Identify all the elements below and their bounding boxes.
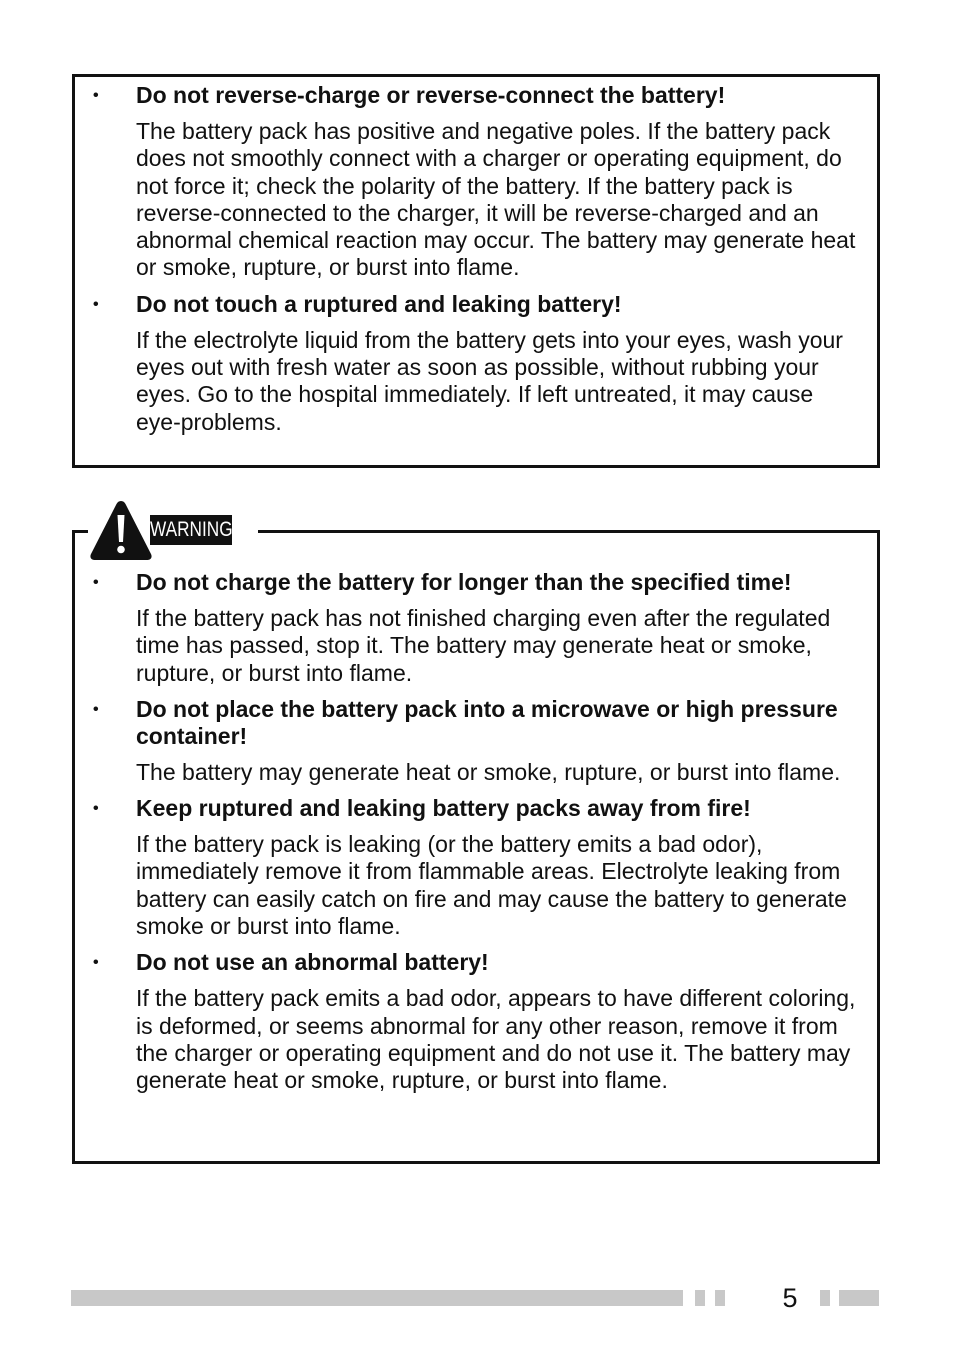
bullet: • (93, 574, 99, 591)
bullet: • (93, 87, 99, 104)
item-body: If the battery pack emits a bad odor, appears to have different coloring, is deformed, or seems abnormal for any other reason, remove it from the charger or operating equipment and do not use it. The battery may generate heat or smoke, rupture, or burst into flame. (136, 985, 856, 1094)
warning-header (88, 499, 258, 561)
item-body: The battery pack has positive and negative poles. If the battery pack does not smoothly connect with a charger or operating equipment, do not force it; check the polarity of the battery. If the battery pack is reverse-connected to the charger, it will be reverse-charged and an abnormal chemical reaction may occur. The battery may generate heat or smoke, rupture, or burst into flame. (136, 118, 856, 281)
footer-square (820, 1290, 830, 1306)
item-title: Do not charge the battery for longer than the specified time! (136, 569, 792, 595)
warning-item-charge-time (75, 569, 877, 687)
item-body: If the battery pack is leaking (or the battery emits a bad odor), immediately remove it from flammable areas. Electrolyte leaking from battery can easily catch on fire and may cause the battery to generate smoke or burst into flame. (136, 831, 847, 940)
caution-item-ruptured-battery (75, 291, 877, 436)
warning-item-away-from-fire (75, 795, 877, 940)
item-title: Keep ruptured and leaking battery packs away from fire! (136, 795, 751, 822)
item-title: Do not place the battery pack into a microwave or high pressure container! (136, 695, 838, 749)
warning-item-list (75, 569, 877, 1104)
footer-bar-left (71, 1290, 683, 1306)
warning-box (72, 530, 880, 1164)
bullet: • (93, 954, 99, 972)
item-body: The battery may generate heat or smoke, rupture, or burst into flame. (136, 758, 841, 785)
item-title: Do not touch a ruptured and leaking battery! (136, 290, 622, 317)
item-title: Do not reverse-charge or reverse-connect the battery! (136, 82, 726, 108)
item-body: If the electrolyte liquid from the battery gets into your eyes, wash your eyes out with fresh water as soon as possible, without rubbing your eyes. Go to the hospital immediately. If left untreated, it may cause eye-problems. (136, 326, 843, 435)
caution-item-reverse-charge (75, 82, 877, 282)
footer-square (715, 1290, 725, 1306)
bullet: • (93, 295, 99, 313)
footer-square (695, 1290, 705, 1306)
warning-item-microwave (75, 696, 877, 786)
caution-item-list (75, 82, 877, 445)
bullet: • (93, 800, 99, 818)
bullet: • (93, 700, 99, 718)
page-number: 5 (782, 1283, 798, 1313)
footer-bar-right (839, 1290, 879, 1306)
warning-item-abnormal-battery (75, 949, 877, 1094)
caution-box (72, 74, 880, 468)
item-title: Do not use an abnormal battery! (136, 949, 489, 976)
warning-triangle-icon (88, 499, 154, 561)
item-body: If the battery pack has not finished charging even after the regulated time has passed, stop it. The battery may generate heat or smoke, rupture, or burst into flame. (136, 605, 831, 686)
warning-label: WARNING (150, 515, 232, 545)
